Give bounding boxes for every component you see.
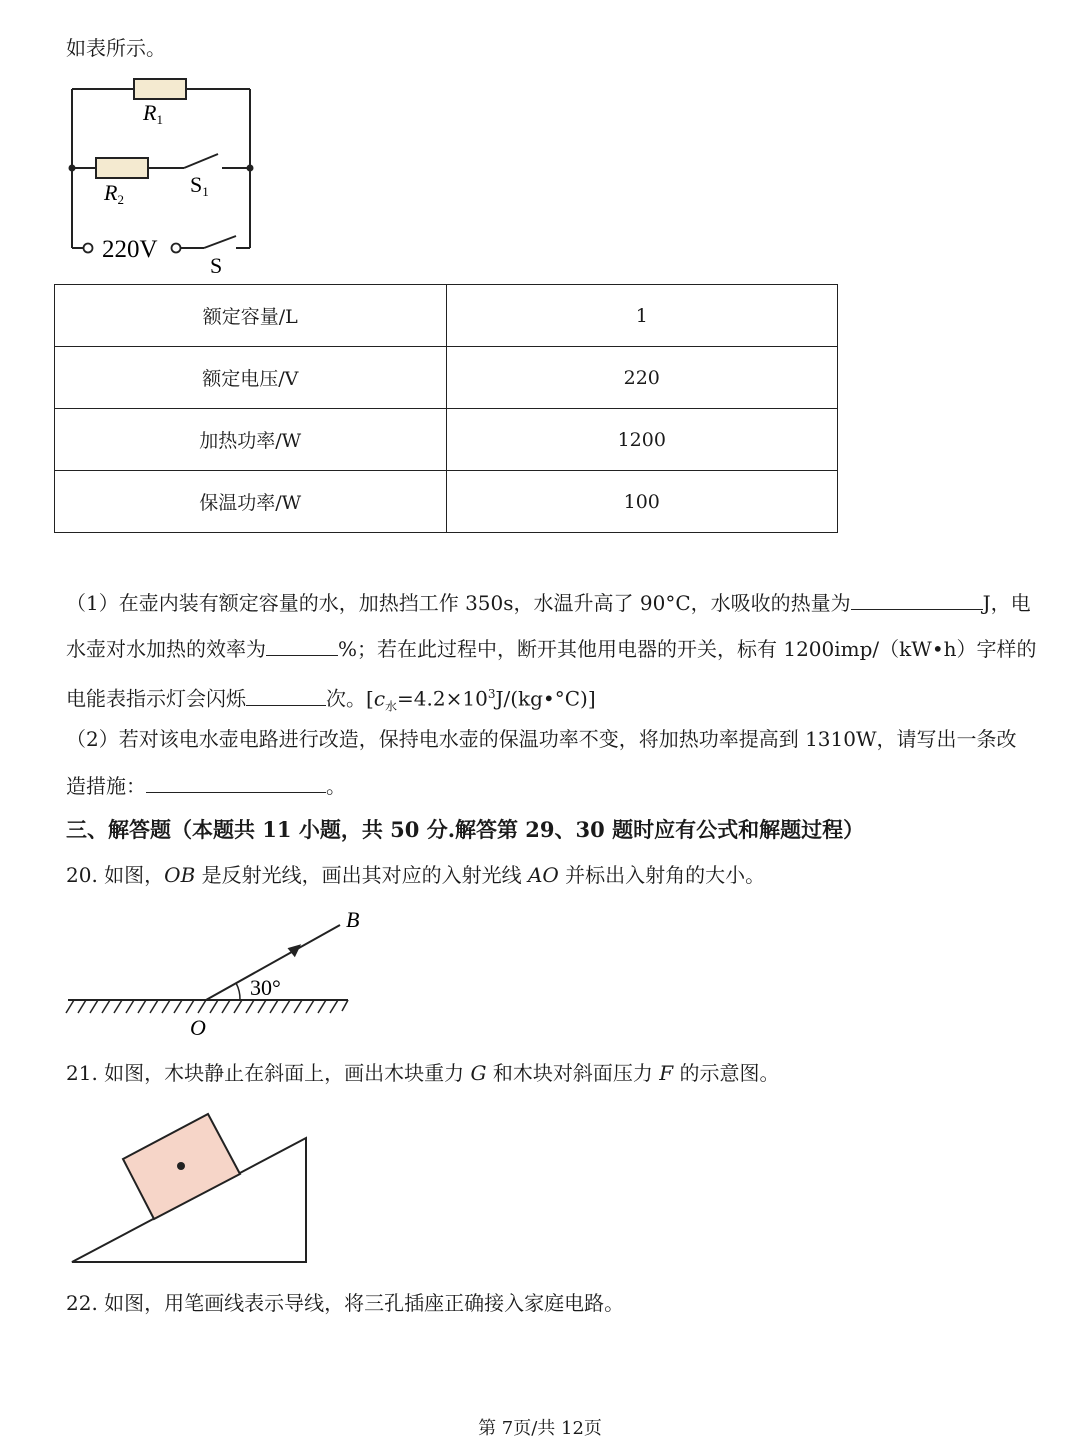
point-o-label: O (190, 1015, 206, 1040)
q19-line-3 (66, 681, 596, 720)
symbol-c: c (373, 686, 386, 711)
point-b-label: B (346, 907, 360, 932)
row-value: 100 (446, 471, 838, 533)
q19-line-5 (66, 772, 346, 799)
q19-text: =4.2×10 (397, 686, 488, 711)
spec-table (54, 284, 838, 533)
symbol-f: F (659, 1061, 674, 1085)
intro-text: 如表所示。 (66, 36, 166, 60)
symbol-ao: AO (527, 863, 559, 887)
section-heading: 三、解答题（本题共 11 小题，共 50 分.解答第 29、30 题时应有公式和解题过程） (66, 817, 865, 842)
subscript-water: 水 (385, 699, 398, 714)
row-value: 1200 (446, 409, 838, 471)
answer-blank[interactable] (146, 772, 326, 793)
table-row (55, 471, 838, 533)
q21-text-b: 和木块对斜面压力 (486, 1061, 660, 1085)
q21-text (66, 1060, 779, 1086)
q21-text-a: 21. 如图，木块静止在斜面上，画出木块重力 (66, 1061, 471, 1085)
q19-text: 造措施： (66, 774, 146, 798)
q19-text: 水壶对水加热的效率为 (66, 637, 266, 661)
answer-blank[interactable] (266, 635, 338, 656)
q19-text: J，电 (982, 591, 1031, 615)
center-of-mass-dot (177, 1162, 185, 1170)
angle-label: 30° (250, 975, 281, 1000)
q20-text-end: 并标出入射角的大小。 (558, 863, 766, 887)
s1-label: S1 (190, 172, 209, 199)
r1-label: R1 (143, 100, 163, 127)
q20-text-mid: 是反射光线，画出其对应的入射光线 (195, 863, 528, 887)
symbol-ob: OB (164, 863, 196, 887)
incline-diagram (60, 1100, 320, 1270)
q21-text-c: 的示意图。 (673, 1061, 780, 1085)
q19-line-2 (66, 635, 1037, 662)
q20-text (66, 862, 765, 888)
voltage-label: 220V (102, 236, 158, 263)
answer-blank[interactable] (246, 685, 326, 706)
table-row (55, 347, 838, 409)
symbol-g: G (470, 1061, 487, 1085)
table-row (55, 409, 838, 471)
row-name: 保温功率/W (55, 471, 447, 533)
q20-num: 20. 如图， (66, 863, 165, 887)
q19-text: %；若在此过程中，断开其他用电器的开关，标有 1200imp/（kW•h）字样的 (338, 637, 1037, 661)
circuit-diagram (60, 70, 280, 280)
table-row (55, 285, 838, 347)
s-label: S (210, 253, 223, 278)
q19-text: 电能表指示灯会闪烁 (66, 686, 246, 711)
row-name: 额定容量/L (55, 285, 447, 347)
q19-text: J/(kg•°C)] (495, 686, 596, 711)
q19-text: 。 (326, 774, 346, 798)
row-name: 加热功率/W (55, 409, 447, 471)
row-name: 额定电压/V (55, 347, 447, 409)
page-footer: 第 7页/共 12页 (478, 1418, 602, 1439)
q19-text: 次。[ (326, 686, 374, 711)
q19-line-1 (66, 589, 1031, 616)
q19-text: （1）在壶内装有额定容量的水，加热挡工作 350s，水温升高了 90°C，水吸收的热量为 (66, 591, 851, 615)
superscript: 3 (487, 687, 496, 701)
row-value: 220 (446, 347, 838, 409)
q19-line-4: （2）若对该电水壶电路进行改造，保持电水壶的保温功率不变，将加热功率提高到 1310W，请写出一条改 (66, 727, 1017, 751)
q22-text: 22. 如图，用笔画线表示导线，将三孔插座正确接入家庭电路。 (66, 1291, 625, 1315)
reflection-diagram (60, 905, 370, 1045)
r2-label: R2 (104, 180, 124, 207)
answer-blank[interactable] (851, 589, 983, 610)
row-value: 1 (446, 285, 838, 347)
